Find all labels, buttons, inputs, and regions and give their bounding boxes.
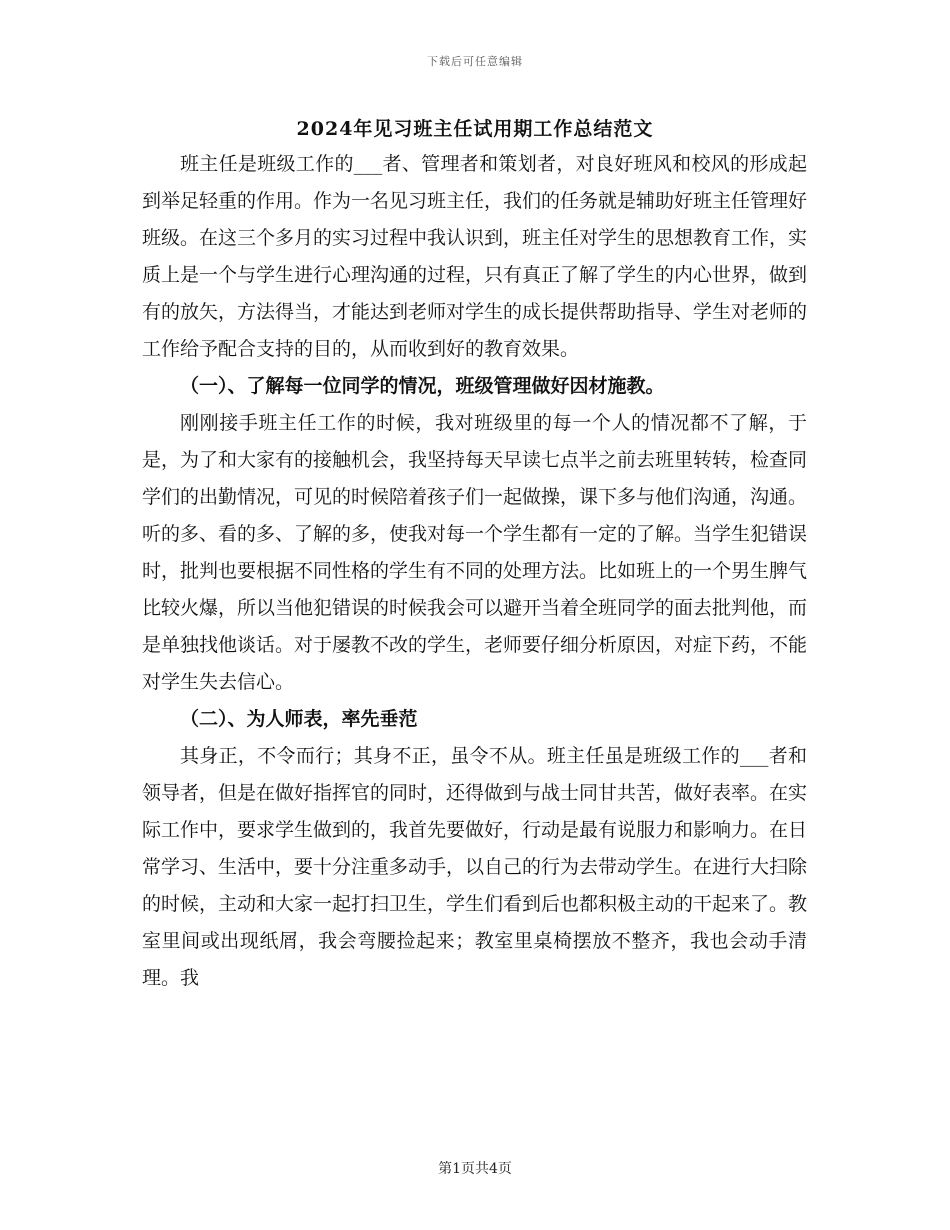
page-header-note: 下载后可任意编辑 — [427, 55, 523, 68]
section-heading-2: （二）、为人师表，率先垂范 — [180, 708, 418, 730]
page-number-footer: 第1页共4页 — [438, 1161, 512, 1177]
document-body — [142, 146, 807, 997]
section-heading-1: （一）、了解每一位同学的情况，班级管理做好因材施教。 — [180, 375, 665, 397]
paragraph-section-2: 其身正，不令而行；其身不正，虽令不从。班主任虽是班级工作的___者和领导者，但是在做好指挥官的同时，还得做到与战士同甘共苦，做好表率。在实际工作中，要求学生做到的，我首先要做好，行动是最有说服力和影响力。在日常学习、生活中，要十分注重多动手，以自己的行为去带动学生。在进行大扫除的时候，主动和大家一起打扫卫生，学生们看到后也都积极主动的干起来了。教室里间或出现纸屑，我会弯腰捡起来；教室里桌椅摆放不整齐，我也会动手清理。我 — [142, 745, 808, 989]
paragraph-section-1: 刚刚接手班主任工作的时候，我对班级里的每一个人的情况都不了解，于是，为了和大家有的接触机会，我坚持每天早读七点半之前去班里转转，检查同学们的出勤情况，可见的时候陪着孩子们一起做操，课下多与他们沟通，沟通。听的多、看的多、了解的多，使我对每一个学生都有一定的了解。当学生犯错误时，批判也要根据不同性格的学生有不同的处理方法。比如班上的一个男生脾气比较火爆，所以当他犯错误的时候我会可以避开当着全班同学的面去批判他，而是单独找他谈话。对于屡教不改的学生，老师要仔细分析原因，对症下药，不能对学生失去信心。 — [142, 412, 808, 693]
paragraph-intro: 班主任是班级工作的___者、管理者和策划者，对良好班风和校风的形成起到举足轻重的作用。作为一名见习班主任，我们的任务就是辅助好班主任管理好班级。在这三个多月的实习过程中我认识到，班主任对学生的思想教育工作，实质上是一个与学生进行心理沟通的过程，只有真正了解了学生的内心世界，做到有的放矢，方法得当，才能达到老师对学生的成长提供帮助指导、学生对老师的工作给予配合支持的目的，从而收到好的教育效果。 — [142, 153, 808, 360]
document-title: 2024年见习班主任试用期工作总结范文 — [296, 118, 654, 140]
